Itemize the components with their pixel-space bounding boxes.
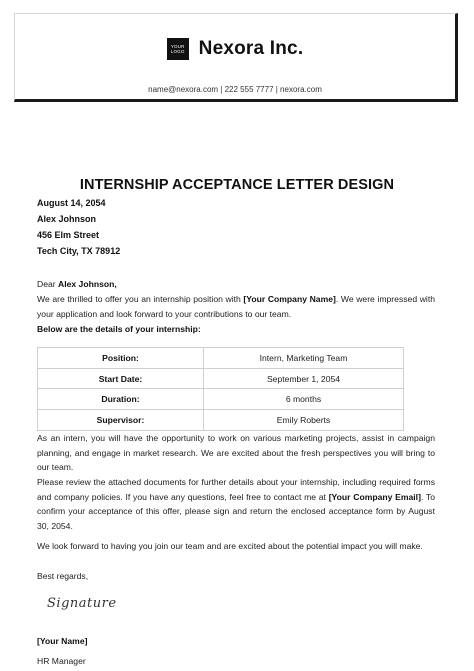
detail-label: Position: [38,348,204,369]
intro-text-1: We are thrilled to offer you an internship position with [37,294,244,304]
logo-row [15,38,455,60]
details-heading [37,322,435,337]
table-row [38,348,404,369]
detail-label: Supervisor: [38,410,204,431]
company-logo: YOUR LOGO [167,38,189,60]
table-row [38,368,404,389]
detail-value: Intern, Marketing Team [204,348,404,369]
detail-value: September 1, 2054 [204,368,404,389]
letter-date: August 14, 2054 [37,198,106,208]
signer-role: HR Manager [37,656,86,666]
detail-value: 6 months [204,389,404,410]
closing: Best regards, [37,571,89,581]
body-paragraph-1: As an intern, you will have the opportunity to work on various marketing projects, assist in campaign planning, and engage in market research. We are excited about the fresh perspectives you will bring to our team. [37,433,435,473]
body-text-1: Please review the attached documents for further details about your internship, including required forms and company policies. If you have any questions, feel free to contact me at [37,477,435,502]
letterhead [14,13,458,102]
salutation-name: Alex Johnson, [58,279,117,289]
signer-name: [Your Name] [37,636,88,646]
body-text-2: . To confirm your acceptance of this offer, please sign and return the enclosed acceptance form by August 30, 2054. [37,491,435,531]
table-row [38,410,404,431]
company-email-placeholder: [Your Company Email] [328,491,421,502]
recipient-city: Tech City, TX 78912 [37,246,121,256]
table-row [38,389,404,410]
company-name: Nexora Inc. [198,38,304,59]
internship-details-table [37,347,404,431]
contact-line: name@nexora.com | 222 555 7777 | nexora.com [148,85,322,94]
recipient-street: 456 Elm Street [37,230,100,240]
salutation [37,277,435,292]
detail-value: Emily Roberts [204,410,404,431]
intro-text-2: . We were impressed with your application and look forward to your contributions to our team. [37,294,435,319]
detail-label: Start Date: [38,368,204,389]
company-name-placeholder: [Your Company Name] [243,294,336,304]
signature-image: Signature [47,596,117,611]
detail-label: Duration: [38,389,204,410]
details-heading-text: Below are the details of your internship: [37,324,201,334]
salutation-prefix: Dear [37,279,59,289]
recipient-name: Alex Johnson [37,214,97,224]
body-paragraph-2 [37,475,435,533]
intro-paragraph [37,292,435,321]
body-paragraph-3: We look forward to having you join our team and are excited about the potential impact you will make. [37,541,423,551]
letter-title: INTERNSHIP ACCEPTANCE LETTER DESIGN [79,177,395,193]
